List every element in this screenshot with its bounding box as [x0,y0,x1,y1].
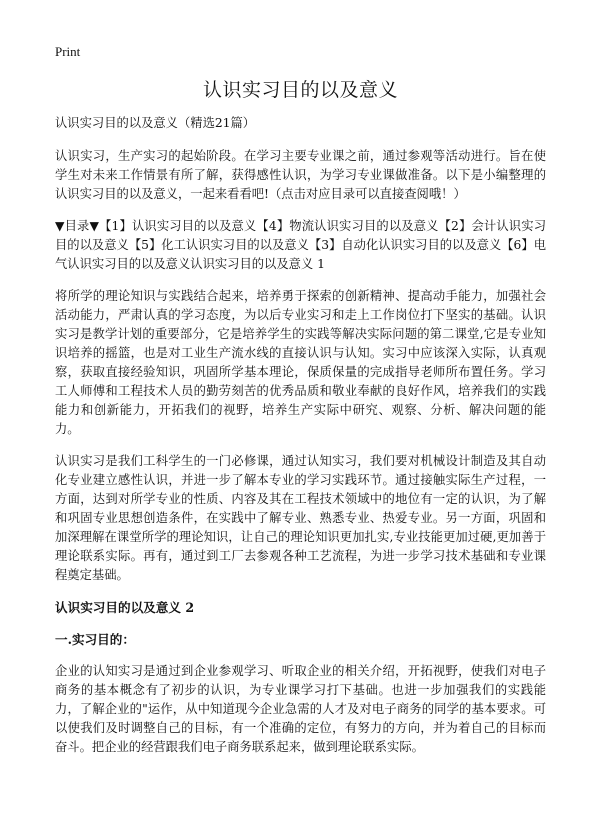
section-heading-2: 认识实习目的以及意义 2 [55,600,195,615]
document-subtitle: 认识实习目的以及意义（精选21篇） [55,116,256,130]
intro-paragraph: 认识实习，生产实习的起始阶段。在学习主要专业课之前，通过参观等活动进行。旨在使学生对未来工作情景有所了解，获得感性认识，为学习专业课做准备。以下是小编整理的认识实习目的以及意义，一起来看看吧!（点击对应目录可以直接查阅哦！） [55,149,546,201]
print-link[interactable]: Print [55,44,81,59]
table-of-contents[interactable]: ▼目录▼【1】认识实习目的以及意义【4】物流认识实习目的以及意义【2】会计认识实习目的以及意义【5】化工认识实习目的以及意义【3】自动化认识实习目的以及意义【6】电气认识实习目的以及意义认识实习目的以及意义 1 [55,219,546,271]
subheading-practice-purpose: 一.实习目的： [55,632,135,647]
body-paragraph-1: 将所学的理论知识与实践结合起来，培养勇于探索的创新精神、提高动手能力，加强社会活动能力，严肃认真的学习态度，为以后专业实习和走上工作岗位打下坚实的基础。认识实习是教学计划的重要部分，它是培养学生的实践等解决实际问题的第二课堂,它是专业知识培养的摇篮，也是对工业生产流水线的直接认识与认知。实习中应该深入实际，认真观察，获取直接经验知识，巩固所学基本理论，保质保量的完成指导老师所布置任务。学习工人师傅和工程技术人员的勤劳刻苦的优秀品质和敬业奉献的良好作风，培养我们的实践能力和创新能力，开拓我们的视野，培养生产实际中研究、观察、分析、解决问题的能力。 [55,289,546,436]
body-paragraph-2: 认识实习是我们工科学生的一门必修课，通过认知实习，我们要对机械设计制造及其自动化专业建立感性认识，并进一步了解本专业的学习实践环节。通过接触实际生产过程，一方面，达到对所学专业的性质、内容及其在工程技术领域中的地位有一定的认识，为了解和巩固专业思想创造条件，在实践中了解专业、熟悉专业、热爱专业。另一方面，巩固和加深理解在课堂所学的理论知识，让自己的理论知识更加扎实,专业技能更加过硬,更加善于理论联系实际。再有，通过到工厂去参观各种工艺流程，为进一步学习技术基础和专业课程奠定基础。 [55,454,546,582]
body-paragraph-3: 企业的认知实习是通过到企业参观学习、听取企业的相关介绍，开拓视野，使我们对电子商务的基本概念有了初步的认识，为专业课学习打下基础。也进一步加强我们的实践能力，了解企业的"运作，从中知道现今企业急需的人才及对电子商务的同学的基本要求。可以使我们及时调整自己的目标，有一个准确的定位，有努力的方向，并为着自己的目标而奋斗。把企业的经营跟我们电子商务联系起来，做到理论联系实际。 [55,664,546,754]
page-title: 认识实习目的以及意义 [202,79,398,101]
